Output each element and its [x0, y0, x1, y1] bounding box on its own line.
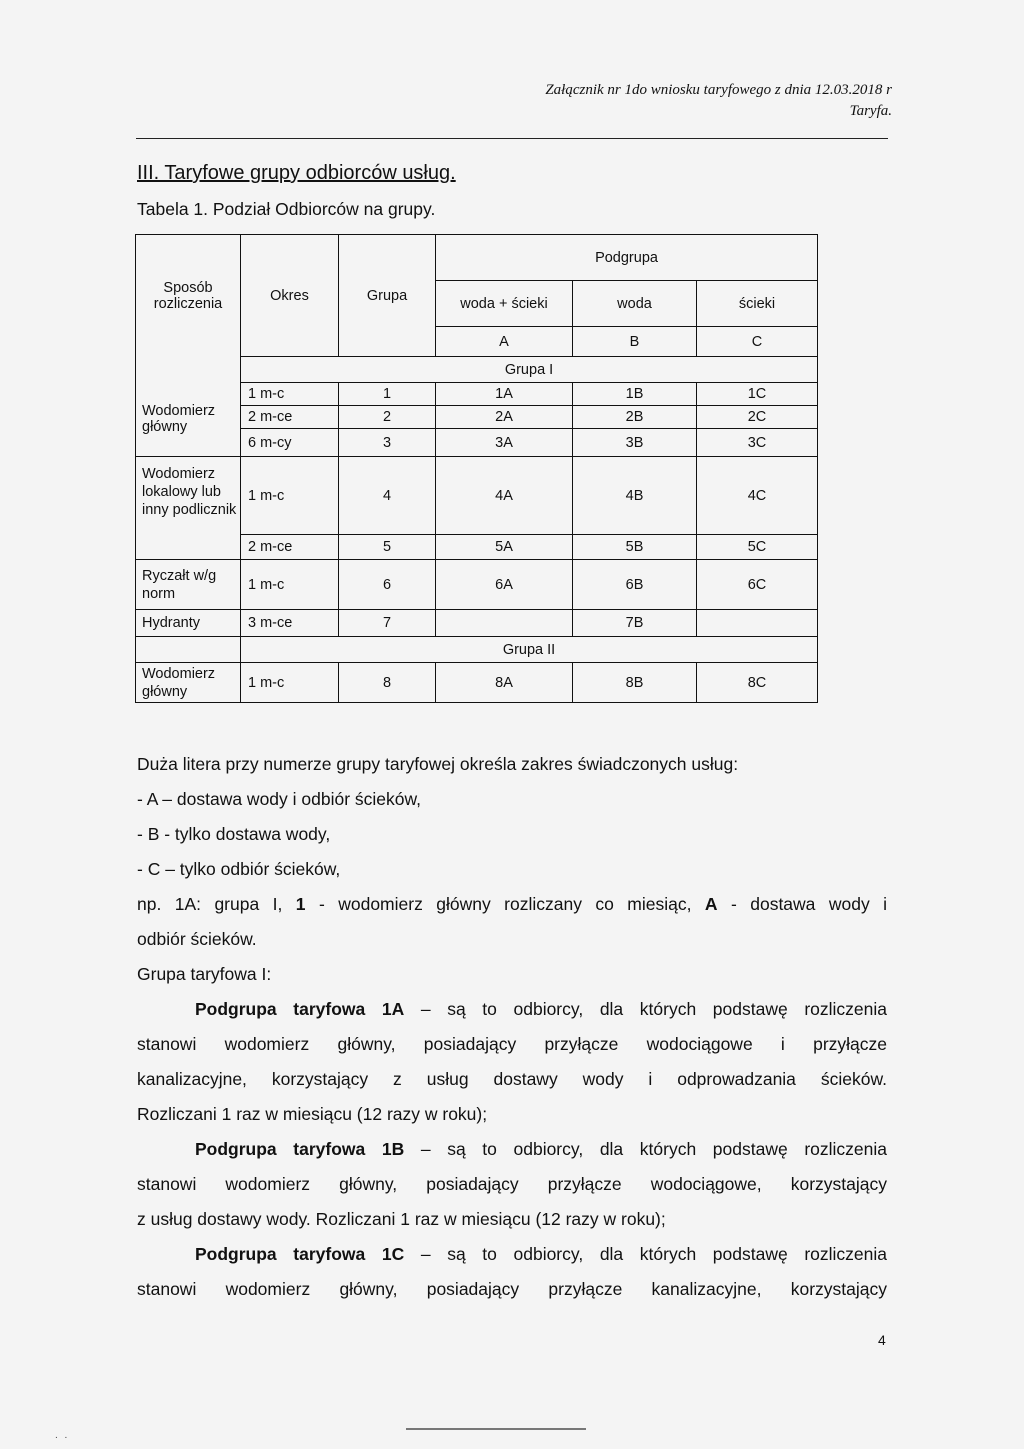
cell-okres: 1 m-c [241, 457, 339, 535]
grupa-taryfowa-heading: Grupa taryfowa I: [137, 964, 272, 984]
cell-okres: 2 m-ce [241, 406, 339, 429]
section-title: III. Taryfowe grupy odbiorców usług. [137, 162, 456, 184]
header-line-2: Taryfa. [849, 103, 892, 119]
podgrupa-1b-line2: stanowi wodomierz główny, posiadający przyłącze wodociągowe, korzystający [137, 1174, 887, 1194]
cell-b: 8B [573, 663, 697, 703]
table-row [136, 610, 818, 637]
table-row [136, 383, 818, 406]
cell-grupa: 1 [339, 383, 436, 406]
cell-grupa: 5 [339, 535, 436, 560]
tariff-groups-table [135, 234, 818, 703]
cell-c: 3C [697, 429, 818, 457]
header-line-1: Załącznik nr 1do wniosku taryfowego z dnia 12.03.2018 r [545, 82, 892, 98]
header-woda: woda [573, 281, 697, 327]
podgrupa-1c-line1: Podgrupa taryfowa 1C – są to odbiorcy, dla których podstawę rozliczenia [195, 1244, 887, 1264]
cell-b: 3B [573, 429, 697, 457]
example-line: np. 1A: grupa I, 1 - wodomierz główny rozliczany co miesiąc, A - dostawa wody i [137, 894, 888, 914]
meter-glowny-2: Wodomierz główny [136, 663, 241, 703]
header-c: C [697, 327, 818, 357]
group-2-label: Grupa II [241, 637, 818, 663]
cell-okres: 3 m-ce [241, 610, 339, 637]
cell-grupa: 3 [339, 429, 436, 457]
cell-okres: 1 m-c [241, 663, 339, 703]
cell-grupa: 8 [339, 663, 436, 703]
scan-artifact-line [406, 1428, 586, 1430]
cell-c: 2C [697, 406, 818, 429]
podgrupa-1a-line1: Podgrupa taryfowa 1A – są to odbiorcy, dla których podstawę rozliczenia [195, 999, 887, 1019]
intro-line: Duża litera przy numerze grupy taryfowej określa zakres świadczonych usług: [137, 754, 739, 774]
item-b: - B - tylko dostawa wody, [137, 824, 331, 844]
cell-c: 4C [697, 457, 818, 535]
header-woda-scieki: woda + ścieki [436, 281, 573, 327]
meter-lokalowy: Wodomierz lokalowy lub inny podlicznik [136, 457, 241, 560]
cell-b: 6B [573, 560, 697, 610]
cell-c [697, 610, 818, 637]
header-sposob: Sposób rozliczenia [136, 235, 241, 357]
meter-glowny: Wodomierz główny [136, 383, 241, 457]
cell-a: 4A [436, 457, 573, 535]
podgrupa-1b-line3: z usług dostawy wody. Rozliczani 1 raz w miesiącu (12 razy w roku); [137, 1209, 666, 1229]
header-podgrupa: Podgrupa [436, 235, 818, 281]
cell-a: 8A [436, 663, 573, 703]
scan-artifact: . . [55, 1430, 70, 1441]
table-row [136, 663, 818, 703]
cell-a: 6A [436, 560, 573, 610]
cell-c: 1C [697, 383, 818, 406]
cell-okres: 1 m-c [241, 383, 339, 406]
body-text [137, 747, 887, 1307]
cell-okres: 6 m-cy [241, 429, 339, 457]
podgrupa-1a-line2: stanowi wodomierz główny, posiadający przyłącze wodociągowe i przyłącze [137, 1034, 887, 1054]
table-caption: Tabela 1. Podział Odbiorców na grupy. [137, 199, 436, 219]
cell-okres: 1 m-c [241, 560, 339, 610]
cell-grupa: 4 [339, 457, 436, 535]
table-row [136, 457, 818, 535]
cell-okres: 2 m-ce [241, 535, 339, 560]
cell-c: 6C [697, 560, 818, 610]
cell-b: 7B [573, 610, 697, 637]
podgrupa-1a-line3: kanalizacyjne, korzystający z usług dostawy wody i odprowadzania ścieków. [137, 1069, 887, 1089]
meter-hydranty: Hydranty [136, 610, 241, 637]
item-a: - A – dostawa wody i odbiór ścieków, [137, 789, 422, 809]
example-line-2: odbiór ścieków. [137, 929, 257, 949]
cell-grupa: 6 [339, 560, 436, 610]
podgrupa-1a-line4: Rozliczani 1 raz w miesiącu (12 razy w roku); [137, 1104, 488, 1124]
cell-grupa: 2 [339, 406, 436, 429]
cell-b: 5B [573, 535, 697, 560]
cell-b: 1B [573, 383, 697, 406]
header-b: B [573, 327, 697, 357]
cell-a: 1A [436, 383, 573, 406]
cell-a: 5A [436, 535, 573, 560]
cell-c: 8C [697, 663, 818, 703]
cell-a: 3A [436, 429, 573, 457]
cell-b: 2B [573, 406, 697, 429]
podgrupa-1b-line1: Podgrupa taryfowa 1B – są to odbiorcy, dla których podstawę rozliczenia [195, 1139, 887, 1159]
header-a: A [436, 327, 573, 357]
cell-a [436, 610, 573, 637]
header-okres: Okres [241, 235, 339, 357]
cell-c: 5C [697, 535, 818, 560]
podgrupa-1c-line2: stanowi wodomierz główny, posiadający przyłącze kanalizacyjne, korzystający [137, 1279, 887, 1299]
header-rule [136, 138, 888, 139]
item-c: - C – tylko odbiór ścieków, [137, 859, 341, 879]
document-header [545, 80, 892, 122]
header-scieki: ścieki [697, 281, 818, 327]
group-1-label: Grupa I [241, 357, 818, 383]
cell-a: 2A [436, 406, 573, 429]
table-row [136, 560, 818, 610]
page-number: 4 [878, 1332, 886, 1348]
header-grupa: Grupa [339, 235, 436, 357]
meter-ryczalt: Ryczałt w/g norm [136, 560, 241, 610]
cell-b: 4B [573, 457, 697, 535]
cell-grupa: 7 [339, 610, 436, 637]
